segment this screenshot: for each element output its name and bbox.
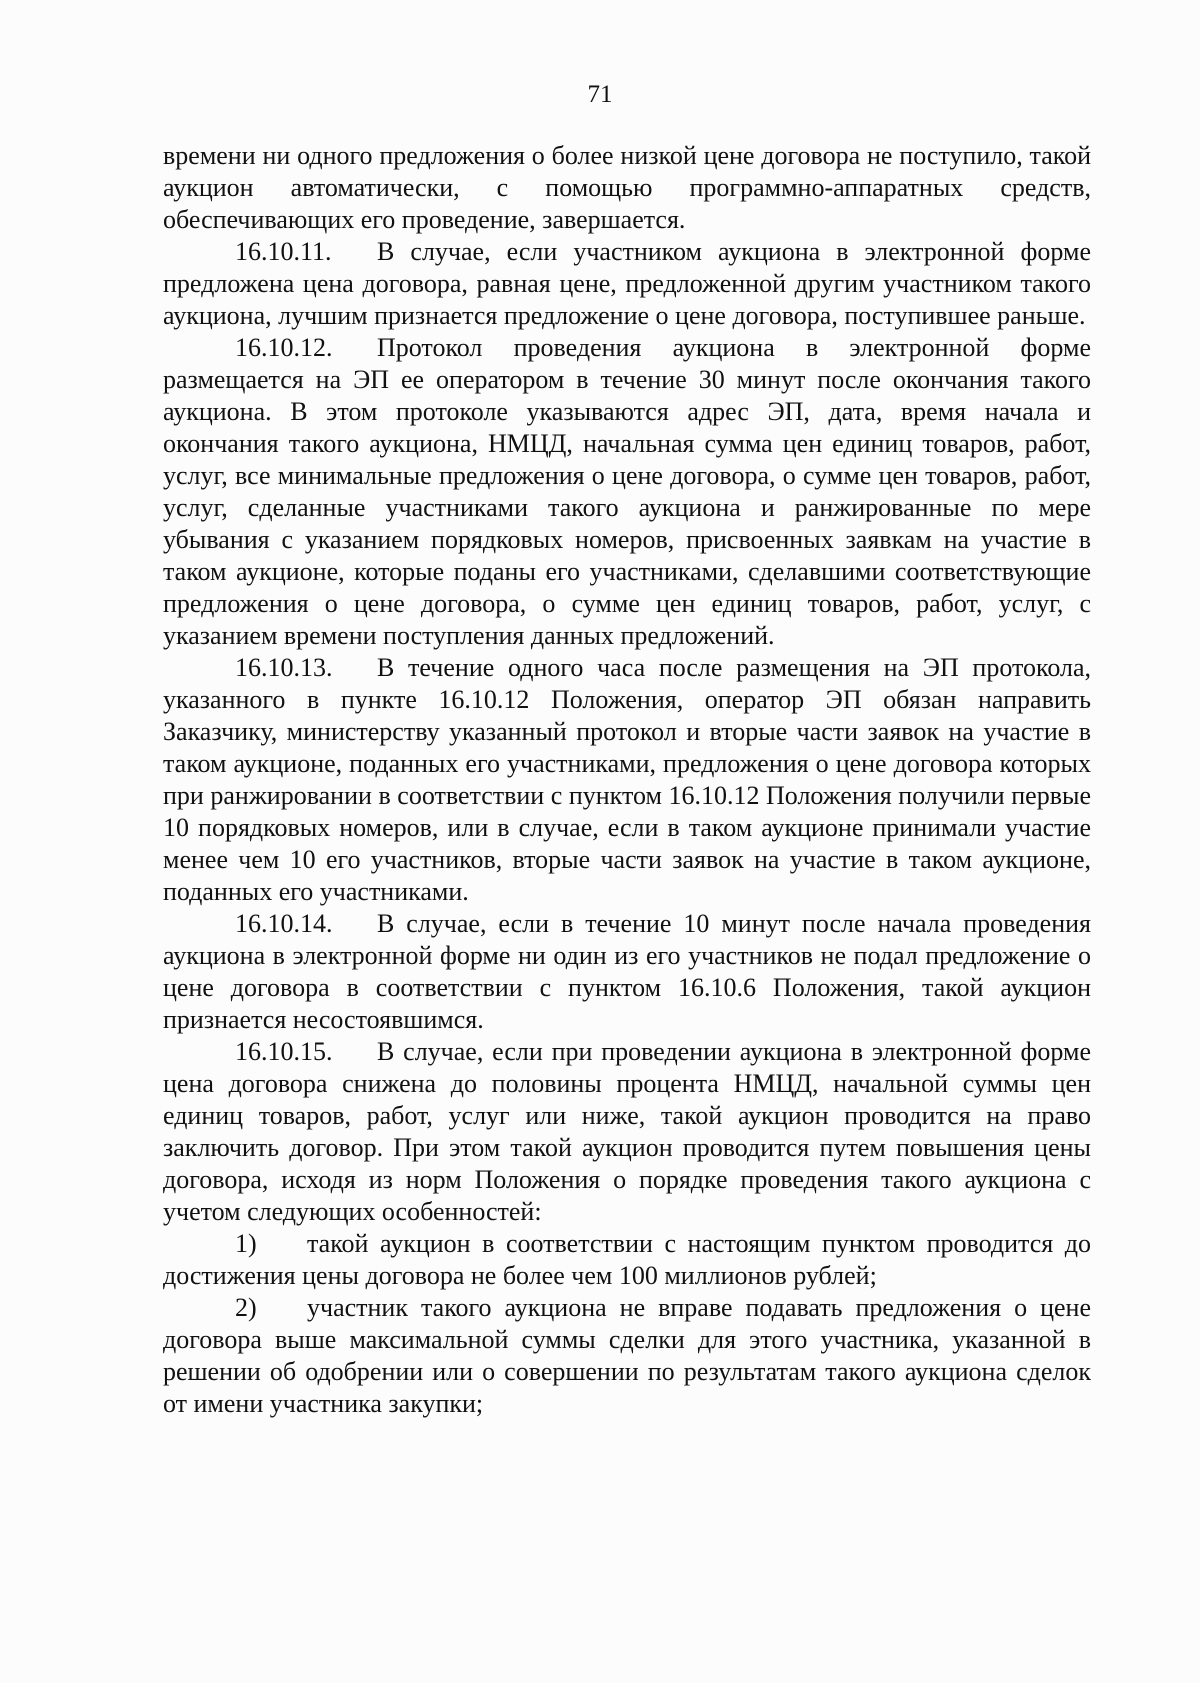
document-body [163,140,1091,1420]
clause-text: В случае, если участником аукциона в электронной форме предложена цена договора, равная цене, предложенной другим участником такого аукциона, лучшим признается предложение о цене договора, поступившее раньше. [163,237,1091,330]
clause-text: Протокол проведения аукциона в электронной форме размещается на ЭП ее оператором в течение 30 минут после окончания такого аукциона. В этом протоколе указываются адрес ЭП, дата, время начала и окончания такого аукциона, НМЦД, начальная сумма цен единиц товаров, работ, услуг, все минимальные предложения о цене договора, о сумме цен товаров, работ, услуг, сделанные участниками такого аукциона и ранжированные по мере убывания с указанием порядковых номеров, присвоенных заявкам на участие в таком аукционе, которые поданы его участниками, сделавшими соответствующие предложения о цене договора, о сумме цен единиц товаров, работ, услуг, с указанием времени поступления данных предложений. [163,333,1091,650]
clause-number: 16.10.15. [235,1037,333,1066]
clause-16-10-15 [163,1036,1091,1228]
clause-number: 16.10.12. [235,333,333,362]
clause-number: 16.10.13. [235,653,333,682]
list-item-text: такой аукцион в соответствии с настоящим пунктом проводится до достижения цены договора не более чем 100 миллионов рублей; [163,1229,1091,1290]
list-item-1 [163,1228,1091,1292]
clause-16-10-12 [163,332,1091,652]
clause-text: В случае, если в течение 10 минут после начала проведения аукциона в электронной форме ни один из его участников не подал предложение о цене договора в соответствии с пунктом 16.10.6 Положения, такой аукцион признается несостоявшимся. [163,909,1091,1034]
page-number: 71 [587,81,613,108]
clause-16-10-14 [163,908,1091,1036]
list-item-number: 1) [235,1229,257,1258]
list-item-number: 2) [235,1293,257,1322]
paragraph-text: времени ни одного предложения о более низкой цене договора не поступило, такой аукцион автоматически, с помощью программно-аппаратных средств, обеспечивающих его проведение, завершается. [163,141,1091,234]
list-item-2 [163,1292,1091,1420]
clause-text: В случае, если при проведении аукциона в электронной форме цена договора снижена до половины процента НМЦД, начальной суммы цен единиц товаров, работ, услуг или ниже, такой аукцион проводится на право заключить договор. При этом такой аукцион проводится путем повышения цены договора, исходя из норм Положения о порядке проведения такого аукциона с учетом следующих особенностей: [163,1037,1091,1226]
clause-16-10-13 [163,652,1091,908]
clause-number: 16.10.11. [235,237,332,266]
clause-16-10-11 [163,236,1091,332]
clause-number: 16.10.14. [235,909,333,938]
list-item-text: участник такого аукциона не вправе подавать предложения о цене договора выше максимальной суммы сделки для этого участника, указанной в решении об одобрении или о совершении по результатам такого аукциона сделок от имени участника закупки; [163,1293,1091,1418]
paragraph-continuation [163,140,1091,236]
clause-text: В течение одного часа после размещения на ЭП протокола, указанного в пункте 16.10.12 Положения, оператор ЭП обязан направить Заказчику, министерству указанный протокол и вторые части заявок на участие в таком аукционе, поданных его участниками, предложения о цене договора которых при ранжировании в соответствии с пунктом 16.10.12 Положения получили первые 10 порядковых номеров, или в случае, если в таком аукционе принимали участие менее чем 10 его участников, вторые части заявок на участие в таком аукционе, поданных его участниками. [163,653,1091,906]
